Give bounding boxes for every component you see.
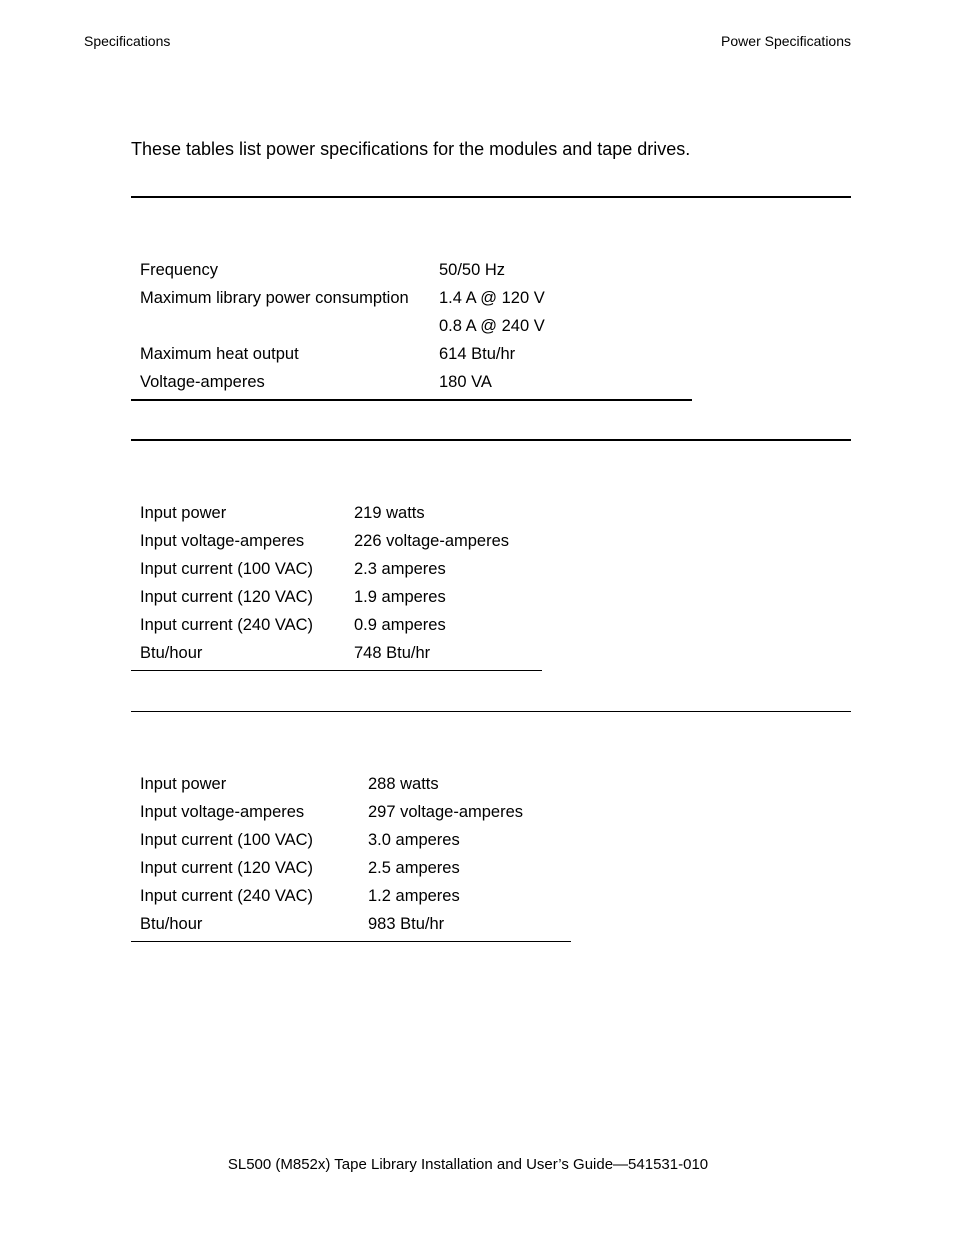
spec-value: 983 Btu/hr: [368, 915, 445, 933]
table-row: [131, 882, 571, 910]
spec-label: Input current (100 VAC): [140, 831, 314, 849]
spec-value: 288 watts: [368, 775, 439, 793]
tape-drive-power-table-2: [131, 770, 571, 942]
spec-value: 0.8 A @ 240 V: [439, 317, 545, 335]
spec-label: Maximum heat output: [140, 345, 299, 363]
spec-label: Btu/hour: [140, 644, 203, 662]
table-row: [131, 527, 542, 555]
spec-label: Btu/hour: [140, 915, 203, 933]
spec-label: Frequency: [140, 261, 218, 279]
page-footer: SL500 (M852x) Tape Library Installation and User’s Guide—541531-010: [227, 1156, 709, 1173]
running-header-topic: Power Specifications: [721, 33, 851, 49]
table-row: [131, 256, 692, 284]
library-power-table: [131, 256, 692, 401]
spec-value: 2.5 amperes: [368, 859, 460, 877]
spec-value: 614 Btu/hr: [439, 345, 516, 363]
spec-value: 1.2 amperes: [368, 887, 460, 905]
tape-drive-power-table-1: [131, 499, 542, 671]
spec-label: Input voltage-amperes: [140, 803, 305, 821]
spec-value: 2.3 amperes: [354, 560, 446, 578]
spec-label: Maximum library power consumption: [140, 289, 409, 307]
spec-label: Input current (120 VAC): [140, 588, 314, 606]
spec-label: Input power: [140, 775, 227, 793]
table-row: [131, 340, 692, 368]
table-row: [131, 611, 542, 639]
spec-label: Input current (120 VAC): [140, 859, 314, 877]
table-row: [131, 555, 542, 583]
spec-label: Voltage-amperes: [140, 373, 265, 391]
running-header-section: Specifications: [84, 33, 171, 49]
spec-value: 748 Btu/hr: [354, 644, 431, 662]
spec-label: [131, 312, 430, 340]
spec-label: Input current (240 VAC): [140, 616, 314, 634]
spec-value: 297 voltage-amperes: [368, 803, 524, 821]
section-divider: [131, 439, 851, 441]
table-row: [131, 854, 571, 882]
spec-value: 0.9 amperes: [354, 616, 446, 634]
table-row: [131, 312, 692, 340]
table-row: [131, 639, 542, 671]
table-row: [131, 770, 571, 798]
intro-paragraph: These tables list power specifications for the modules and tape drives.: [131, 139, 691, 159]
table-row: [131, 583, 542, 611]
spec-value: 180 VA: [439, 373, 492, 391]
table-row: [131, 798, 571, 826]
spec-label: Input current (100 VAC): [140, 560, 314, 578]
table-row: [131, 826, 571, 854]
spec-label: Input power: [140, 504, 227, 522]
spec-value: 219 watts: [354, 504, 425, 522]
spec-value: 1.4 A @ 120 V: [439, 289, 545, 307]
table-row: [131, 368, 692, 400]
table-row: [131, 284, 692, 312]
spec-label: Input voltage-amperes: [140, 532, 305, 550]
section-divider: [131, 196, 851, 198]
spec-value: 3.0 amperes: [368, 831, 460, 849]
table-row: [131, 499, 542, 527]
spec-value: 1.9 amperes: [354, 588, 446, 606]
table-row: [131, 910, 571, 942]
spec-value: 226 voltage-amperes: [354, 532, 510, 550]
spec-value: 50/50 Hz: [439, 261, 506, 279]
spec-label: Input current (240 VAC): [140, 887, 314, 905]
section-divider: [131, 711, 851, 712]
